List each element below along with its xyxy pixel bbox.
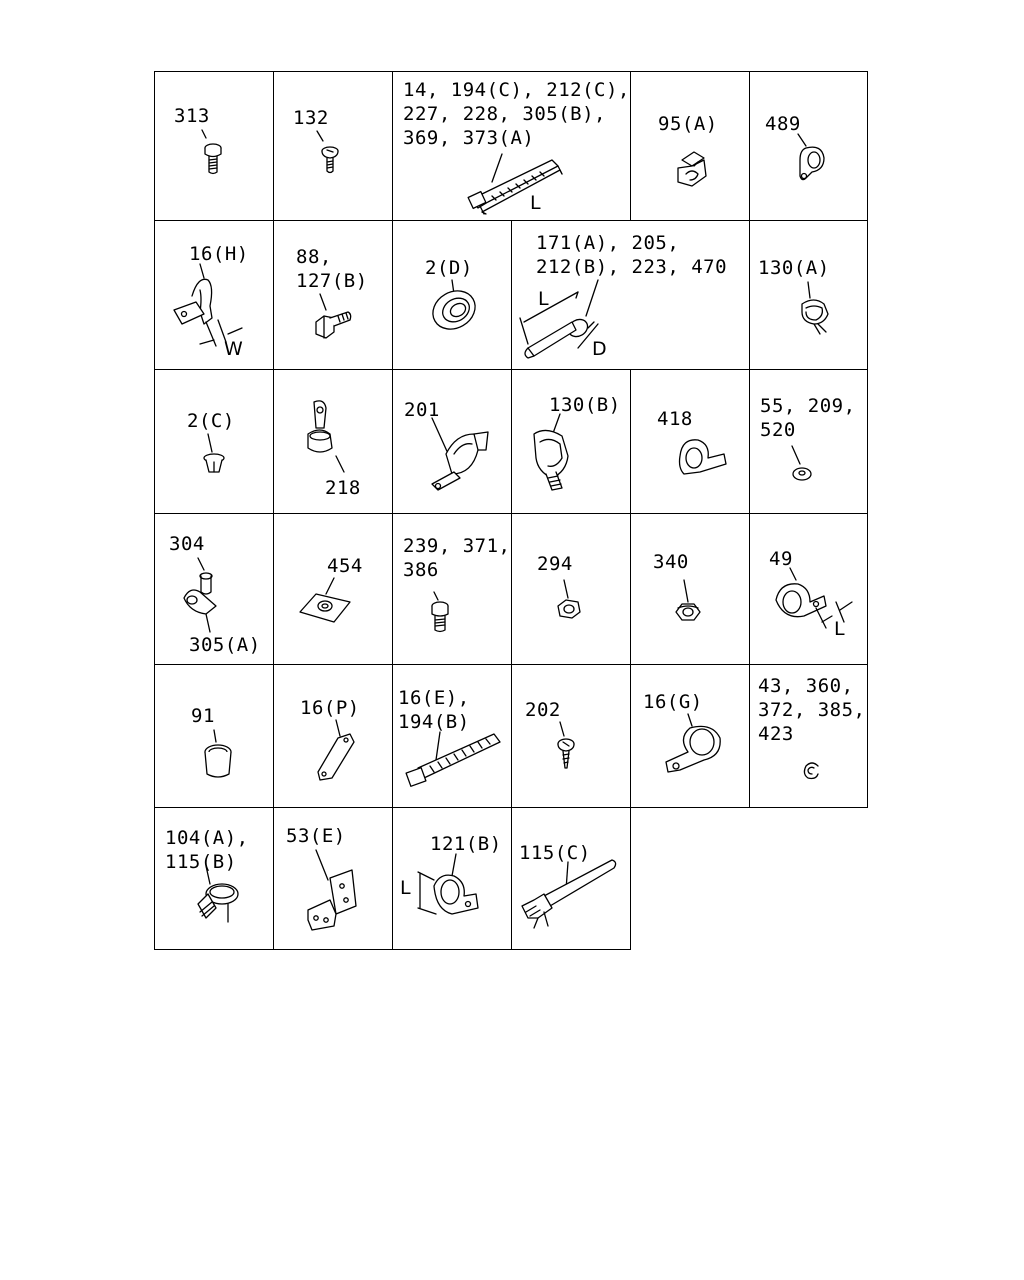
part-label: 16(G) [643,691,703,713]
part-label: 91 [191,705,215,727]
part-label: 171(A), 205, [536,232,680,254]
part-label: 212(B), 223, 470 [536,256,728,278]
clamp-49-icon [770,566,860,636]
clamp-489-icon [792,132,832,190]
clip-130b-icon [522,412,592,498]
clamp-218-icon [300,398,350,478]
cable-tie-icon [462,152,572,218]
part-label: 130(B) [549,394,621,416]
part-label: 369, 373(A) [403,127,535,149]
part-label: 313 [174,105,210,127]
bolt-239-icon [424,590,460,640]
washer-55-icon [786,444,820,484]
part-label: 227, 228, 305(B), [403,103,606,125]
part-label: 386 [403,559,439,581]
cable-tie-16e-icon [402,730,506,792]
part-label: 16(E), [398,687,470,709]
part-label: 130(A) [758,257,830,279]
part-label: 340 [653,551,689,573]
bolt-clip-304-icon [176,556,236,636]
part-label: 132 [293,107,329,129]
dimension-label: W [224,338,243,360]
part-label: 16(H) [189,243,249,265]
cap-91-icon [196,728,240,784]
part-label: 423 [758,723,794,745]
part-label: 520 [760,419,796,441]
part-label: 489 [765,113,801,135]
clip-2c-icon [200,432,230,476]
part-label: 43, 360, [758,675,854,697]
dimension-label: L [530,192,541,214]
part-label: 121(B) [430,833,502,855]
part-label: 194(B) [398,711,470,733]
part-label: 14, 194(C), 212(C), [403,79,630,101]
dimension-label: L [538,288,549,310]
bolt-88-icon [300,292,360,346]
clip-95a-icon [668,146,718,194]
part-label: 49 [769,548,793,570]
nut-294-icon [550,578,590,626]
clip-104a-icon [190,864,250,926]
part-label: 104(A), [165,827,249,849]
part-label: 115(C) [519,842,591,864]
part-label: 55, 209, [760,395,856,417]
part-label: 2(D) [425,257,473,279]
clamp-121b-icon [412,852,488,932]
bracket-16p-icon [312,718,358,784]
clip-130a-icon [794,280,838,338]
part-label: 2(C) [187,410,235,432]
nut-340-icon [668,578,708,626]
bracket-53e-icon [300,848,364,932]
bracket-201-icon [426,414,496,496]
grommet-2d-icon [428,278,482,334]
screw-132-icon [315,129,351,177]
clamp-16g-icon [660,712,730,782]
part-label: 53(E) [286,825,346,847]
part-label: 304 [169,533,205,555]
part-label: 239, 371, [403,535,511,557]
part-label: 88, [296,246,332,268]
bolt-313-icon [198,128,234,178]
part-label: 127(B) [296,270,368,292]
part-label: 218 [325,477,361,499]
dimension-label: L [400,877,411,899]
part-label: 294 [537,553,573,575]
part-label: 454 [327,555,363,577]
dimension-label: D [592,338,607,360]
part-label: 95(A) [658,113,718,135]
tie-band-115c-icon [514,856,624,932]
dimension-label: L [834,618,845,640]
part-label: 16(P) [300,697,360,719]
screw-202-icon [550,720,586,774]
part-label: 372, 385, [758,699,866,721]
part-label: 202 [525,699,561,721]
part-label: 305(A) [189,634,261,656]
clip-454-icon [296,576,356,626]
part-label: 115(B) [165,851,237,873]
tie-band-171a-icon [516,278,616,362]
clamp-418-icon [670,430,730,482]
e-ring-43-icon [794,752,830,788]
part-label: 201 [404,399,440,421]
bracket-16h-icon [170,262,250,352]
part-label: 418 [657,408,693,430]
